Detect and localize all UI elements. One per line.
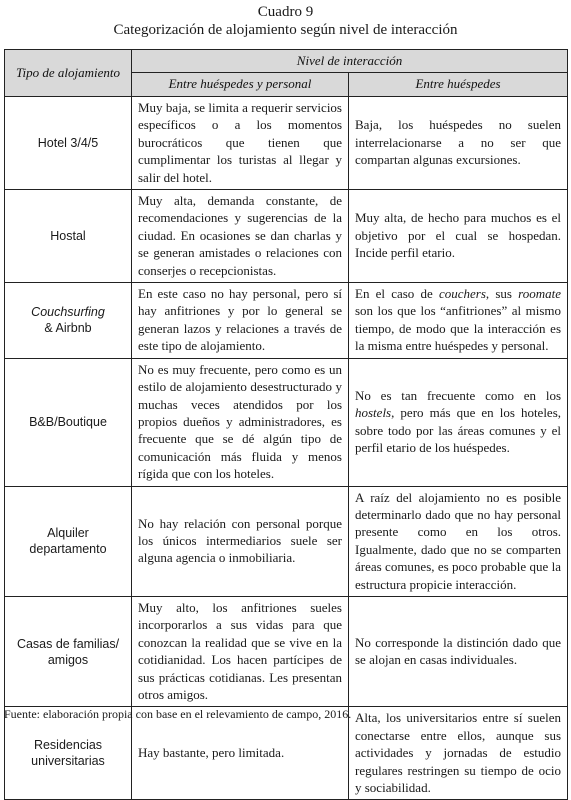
guest-interaction-cell: Alta, los universitarios entre sí suelen conectarse entre ellos, aunque sus actividades y jornadas de estudio regulares restringen su tiempo de ocio y sociabilidad. xyxy=(349,707,568,800)
guest-interaction-cell: A raíz del alojamiento no es posible determinarlo dado que no hay personal presente como en los otros. Igualmente, dado que no se comparten áreas comunes, es poco probable que la estructura propicie interacción. xyxy=(349,486,568,596)
row-type-cell: Casas de familias/ amigos xyxy=(5,596,132,706)
type-italic: Couchsurfing xyxy=(31,305,105,320)
italic-term: roomate xyxy=(518,286,561,302)
staff-interaction-cell: Muy alta, demanda constante, de recomendaciones y sugerencias de la ciudad. En ocasiones se dan charlas y se generan amistades o relaciones con conserjes o recepcionistas. xyxy=(132,190,349,283)
italic-term: hostels xyxy=(355,405,392,421)
table-number: Cuadro 9 xyxy=(257,4,314,20)
table-row xyxy=(5,283,568,359)
text-part: , pero más que en los hoteles, sobre todo por las áreas comunes y el perfil etario de los huéspedes. xyxy=(355,405,562,456)
italic-term: couchers xyxy=(438,286,486,302)
column-header-guests: Entre huéspedes xyxy=(349,72,568,96)
table-title: Categorización de alojamiento según nivel de interacción xyxy=(113,22,458,38)
row-type-cell: Residencias universitarias xyxy=(5,707,132,800)
column-header-staff: Entre huéspedes y personal xyxy=(132,72,349,96)
guest-interaction-cell: No corresponde la distinción dado que se alojan en casas individuales. xyxy=(349,596,568,706)
staff-interaction-cell: Hay bastante, pero limitada. xyxy=(132,707,349,800)
staff-interaction-cell: Muy alto, los anfitriones sueles incorporarlos a sus vidas para que conozcan la realidad que se vive en la cotidianidad. Los hacen partícipes de sus prácticas cotidianas. Les presentan otros amigos. xyxy=(132,596,349,706)
row-type-cell: Hotel 3/4/5 xyxy=(5,97,132,190)
text-part: son los que los “anfitriones” al mismo tiempo, de modo que la interacción es la misma entre huéspedes y personal. xyxy=(355,303,562,354)
staff-interaction-cell: No es muy frecuente, pero como es un estilo de alojamiento desestructurado y muchas veces atendidos por los propios dueños y administradores, es frecuente que se dé algún tipo de comunicación más fluida y menos rígida que con los hoteles. xyxy=(132,358,349,486)
table-row xyxy=(5,358,568,486)
staff-interaction-cell: Muy baja, se limita a requerir servicios específicos o a los momentos burocráticos que tienen que cumplimentar los turistas al llegar y salir del hotel. xyxy=(132,97,349,190)
table-row xyxy=(5,190,568,283)
guest-interaction-cell xyxy=(349,358,568,486)
row-type-cell: Alquiler departamento xyxy=(5,486,132,596)
row-type-cell: B&B/Boutique xyxy=(5,358,132,486)
type-rest: & Airbnb xyxy=(44,321,92,336)
source-note: Fuente: elaboración propia con base en el relevamiento de campo, 2016. xyxy=(4,707,352,721)
guest-interaction-cell: Muy alta, de hecho para muchos es el objetivo por el cual se hospedan. Incide perfil etario. xyxy=(349,190,568,283)
table-row xyxy=(5,486,568,596)
staff-interaction-cell: No hay relación con personal porque los únicos intermediarios suele ser alguna agencia o inmobiliaria. xyxy=(132,486,349,596)
text-part: En el caso de xyxy=(355,286,439,302)
guest-interaction-cell xyxy=(349,283,568,359)
group-header-interaction: Nivel de interacción xyxy=(132,50,568,73)
row-type-cell xyxy=(5,283,132,359)
table-row xyxy=(5,97,568,190)
staff-interaction-cell: En este caso no hay personal, pero sí hay anfitriones y por lo general se generan lazos y relaciones a través de este tipo de alojamiento. xyxy=(132,283,349,359)
text-part: No es tan frecuente como en los xyxy=(355,387,562,403)
table-row xyxy=(5,596,568,706)
row-type-cell: Hostal xyxy=(5,190,132,283)
column-header-type: Tipo de alojamiento xyxy=(5,50,132,97)
text-part: , sus xyxy=(485,286,519,302)
guest-interaction-cell: Baja, los huéspedes no suelen interrelacionarse a no ser que compartan algunas excursiones. xyxy=(349,97,568,190)
accommodation-table xyxy=(4,49,568,800)
